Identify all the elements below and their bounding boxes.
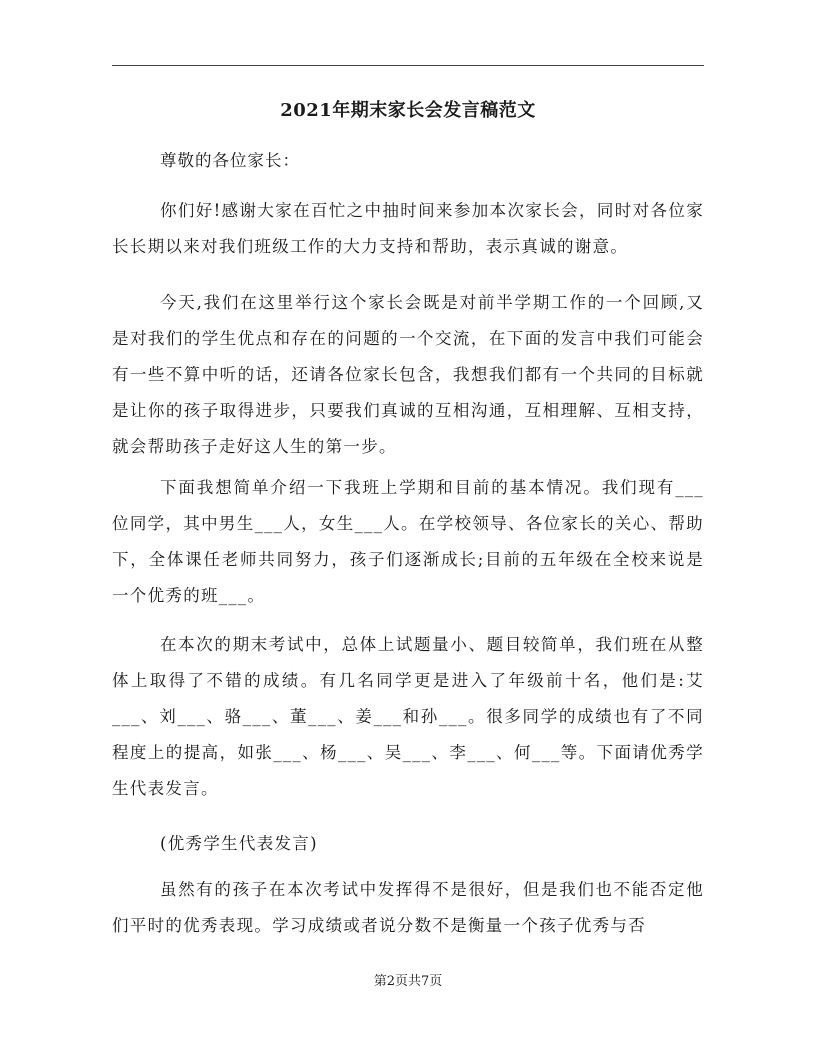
paragraph-encouragement: 虽然有的孩子在本次考试中发挥得不是很好，但是我们也不能否定他们平时的优秀表现。学习成绩或者说分数不是衡量一个孩子优秀与否: [112, 880, 704, 935]
page-number: 第2页共7页: [373, 974, 443, 989]
paragraph-student-speech-note: (优秀学生代表发言): [160, 834, 318, 853]
paragraph-class-overview: 下面我想简单介绍一下我班上学期和目前的基本情况。我们现有___位同学，其中男生___人，女生___人。在学校领导、各位家长的关心、帮助下，全体课任老师共同努力，孩子们逐渐成长;目前的五年级在全校来说是一个优秀的班___。: [112, 478, 704, 605]
paragraph-purpose: 今天,我们在这里举行这个家长会既是对前半学期工作的一个回顾,又是对我们的学生优点和存在的问题的一个交流，在下面的发言中我们可能会有一些不算中听的话，还请各位家长包含，我想我们都有一个共同的目标就是让你的孩子取得进步，只要我们真诚的互相沟通，互相理解、互相支持，就会帮助孩子走好这人生的第一步。: [112, 293, 704, 456]
paragraph-greeting: 你们好!感谢大家在百忙之中抽时间来参加本次家长会，同时对各位家长长期以来对我们班级工作的大力支持和帮助，表示真诚的谢意。: [112, 201, 704, 256]
paragraph-exam-results: 在本次的期末考试中，总体上试题量小、题目较简单，我们班在从整体上取得了不错的成绩。有几名同学更是进入了年级前十名，他们是:艾___、刘___、骆___、董___、姜___和孙___。很多同学的成绩也有了不同程度上的提高，如张___、杨___、吴___、李___、何___等。下面请优秀学生代表发言。: [112, 635, 704, 798]
document-title: 2021年期末家长会发言稿范文: [280, 100, 536, 121]
salutation: 尊敬的各位家长：: [160, 151, 300, 170]
header-rule: [112, 65, 704, 66]
